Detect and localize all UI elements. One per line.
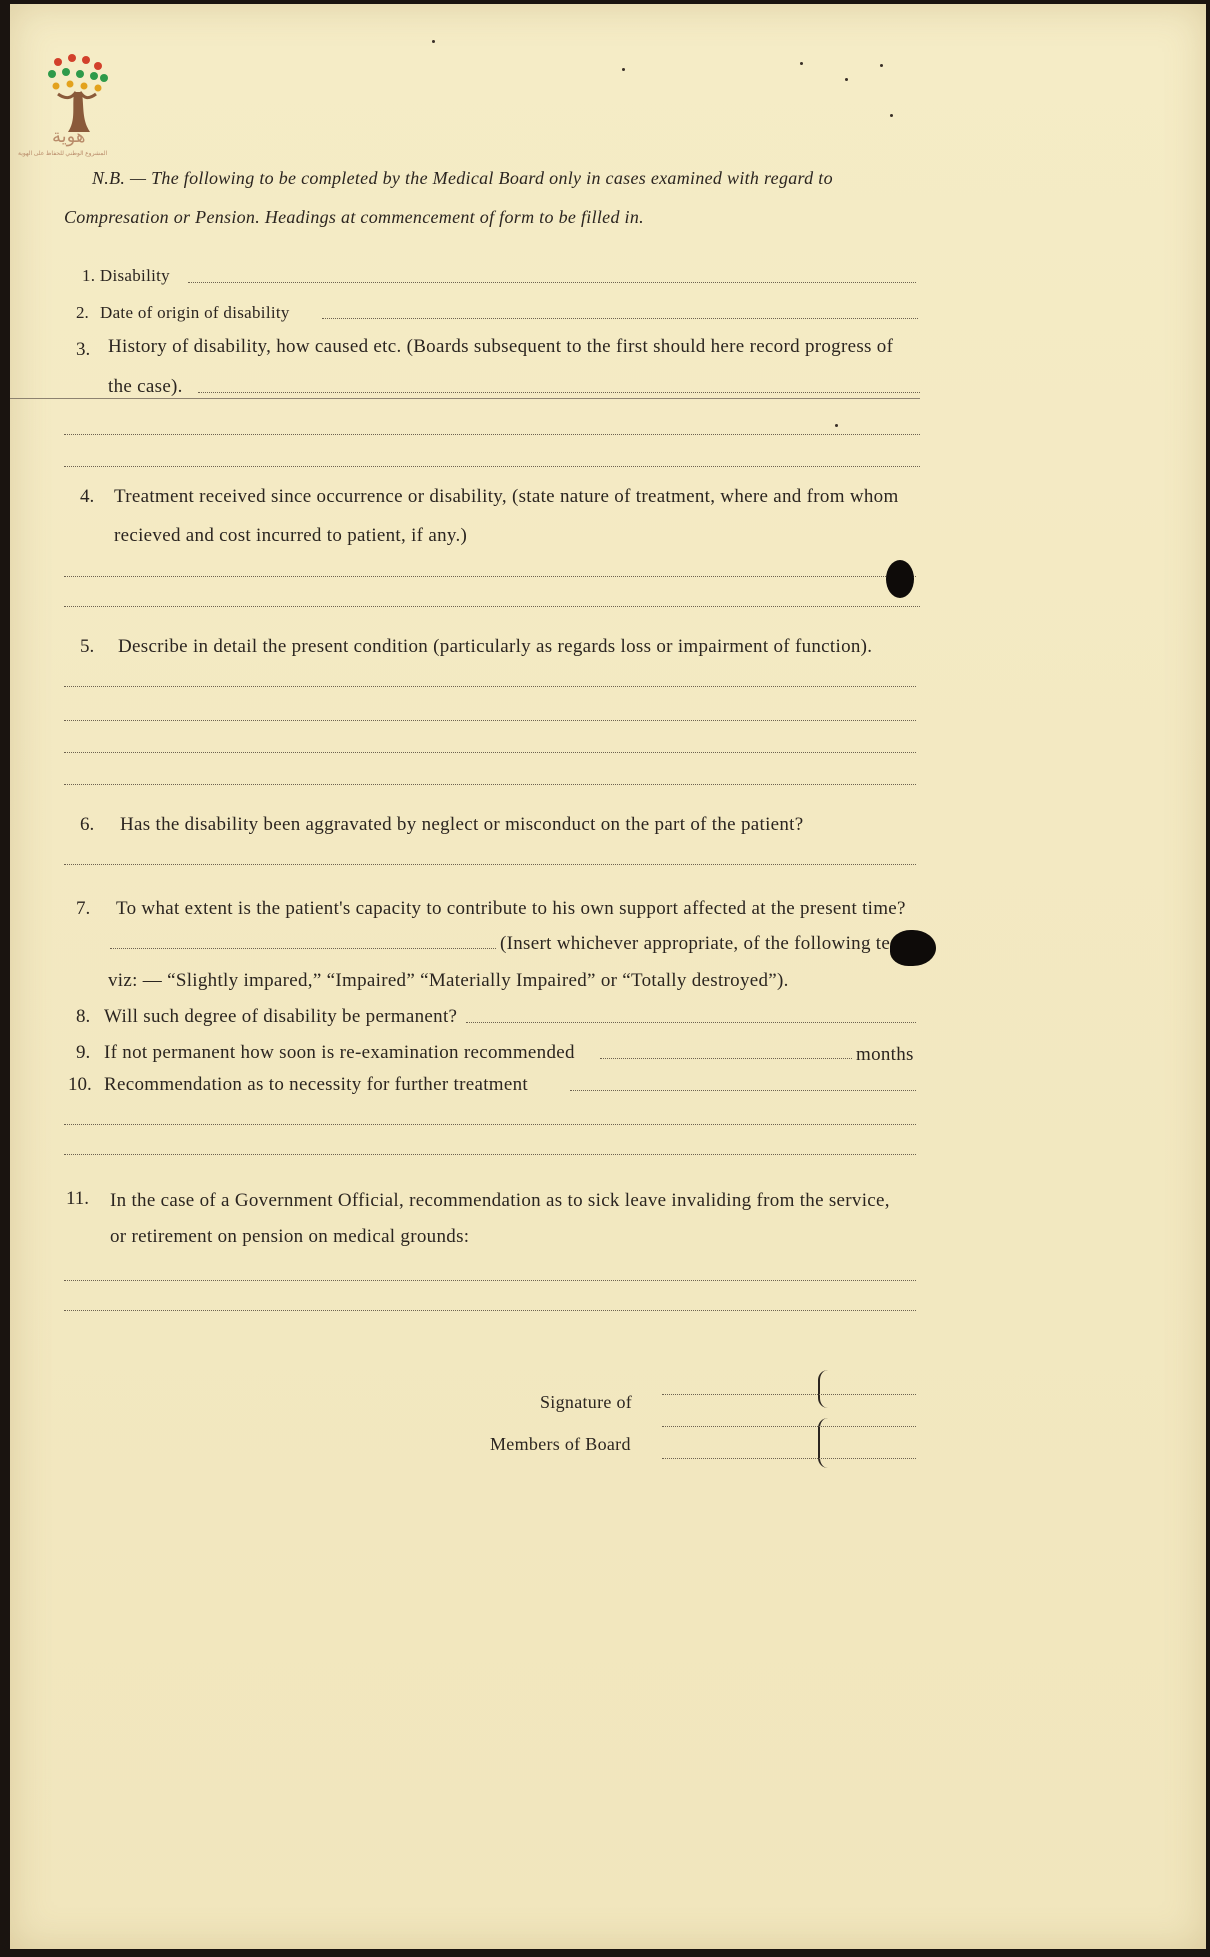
signature-label: Signature of: [540, 1392, 633, 1412]
item-9-label: If not permanent how soon is re-examination recommended: [104, 1042, 575, 1063]
item-5-number: 5.: [80, 636, 95, 657]
item-3-number: 3.: [76, 339, 91, 360]
members-label: Members of Board: [490, 1434, 631, 1454]
item-7-options: viz: — “Slightly impared,” “Impaired” “Materially Impaired” or “Totally destroyed”).: [108, 970, 789, 991]
item-5-field-2[interactable]: [64, 720, 916, 721]
item-4-label-cont: recieved and cost incurred to patient, if any.): [114, 525, 468, 546]
item-5-field-4[interactable]: [64, 784, 916, 785]
item-8-field[interactable]: [466, 1022, 916, 1023]
item-10-field-3[interactable]: [64, 1154, 916, 1155]
item-6-field[interactable]: [64, 864, 916, 865]
item-10-field-1[interactable]: [570, 1090, 916, 1091]
item-10-label: Recommendation as to necessity for further treatment: [104, 1074, 528, 1095]
item-5-label: Describe in detail the present condition (particularly as regards loss or impairment of function).: [118, 636, 873, 657]
item-11-label: In the case of a Government Official, recommendation as to sick leave invaliding from the service,: [110, 1190, 890, 1211]
item-2-field[interactable]: [322, 318, 918, 319]
item-1-field[interactable]: [188, 282, 916, 283]
logo-text: هوية: [52, 126, 86, 146]
item-11-number: 11.: [66, 1188, 90, 1209]
item-9-unit: months: [856, 1044, 914, 1065]
item-5-field-1[interactable]: [64, 686, 916, 687]
item-11-label-cont: or retirement on pension on medical grounds:: [110, 1226, 470, 1247]
item-3-field-3[interactable]: [64, 466, 920, 467]
note-line-1: N.B. — The following to be completed by the Medical Board only in cases examined with regard to: [92, 168, 833, 188]
item-4-number: 4.: [80, 486, 95, 507]
item-6-number: 6.: [80, 814, 95, 835]
signature-field-2[interactable]: [662, 1426, 916, 1427]
item-2-label: Date of origin of disability: [100, 303, 290, 322]
fold-line: [10, 398, 920, 399]
item-2-number: 2.: [76, 303, 89, 322]
form-page: [10, 4, 1206, 1949]
item-7-instruction: (Insert whichever appropriate, of the following te: [500, 933, 891, 954]
item-4-label: Treatment received since occurrence or disability, (state nature of treatment, where and from whom: [114, 486, 899, 507]
item-8-number: 8.: [76, 1006, 91, 1027]
item-7-field[interactable]: [110, 948, 496, 949]
item-7-label: To what extent is the patient's capacity to contribute to his own support affected at the present time?: [116, 898, 906, 919]
signature-field-1[interactable]: [662, 1394, 916, 1395]
item-3-label-cont: the case).: [108, 376, 183, 397]
item-11-field-2[interactable]: [64, 1310, 916, 1311]
item-3-label: History of disability, how caused etc. (Boards subsequent to the first should here record progress of: [108, 336, 894, 357]
logo-subtext: المشروع الوطني للحفاظ على الهوية: [18, 151, 108, 157]
item-6-label: Has the disability been aggravated by neglect or misconduct on the part of the patient?: [120, 814, 804, 835]
item-3-field-1[interactable]: [198, 392, 920, 393]
signature-field-3[interactable]: [662, 1458, 916, 1459]
ink-blot: [886, 560, 914, 598]
item-3-field-2[interactable]: [64, 434, 920, 435]
item-5-field-3[interactable]: [64, 752, 916, 753]
item-4-field-2[interactable]: [64, 606, 920, 607]
ink-blot-2: [890, 930, 936, 966]
item-9-field[interactable]: [600, 1058, 852, 1059]
item-9-number: 9.: [76, 1042, 91, 1063]
item-4-field-1[interactable]: [64, 576, 916, 577]
item-10-field-2[interactable]: [64, 1124, 916, 1125]
item-10-number: 10.: [68, 1074, 92, 1095]
item-8-label: Will such degree of disability be permanent?: [104, 1006, 458, 1027]
note-line-2: Compresation or Pension. Headings at commencement of form to be filled in.: [64, 207, 644, 227]
item-7-number: 7.: [76, 898, 91, 919]
item-1-label: 1. Disability: [82, 266, 170, 285]
item-11-field-1[interactable]: [64, 1280, 916, 1281]
